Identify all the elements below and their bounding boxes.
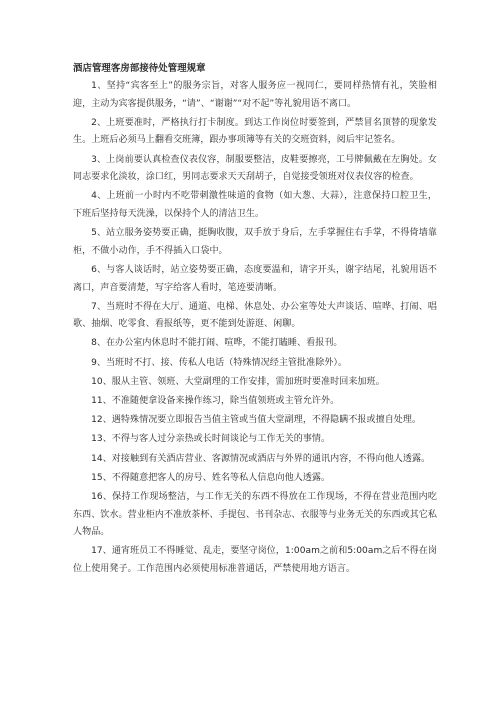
rule-item: 3、上岗前要认真检查仪表仪容，制服要整洁，皮鞋要擦亮，工号牌佩戴在左胸处。女同志要求化淡妆，涂口红，男同志要求天天刮胡子，自觉接受领班对仪表仪容的检查。	[73, 154, 437, 183]
rule-item: 6、与客人谈话时，站立姿势要正确，态度要温和，请字开头，谢字结尾，礼貌用语不离口，声音要清楚，写字给客人看时，笔迹要清晰。	[73, 264, 437, 293]
rule-item: 2、上班要准时，严格执行打卡制度。到达工作岗位时要签到，严禁冒名顶替的现象发生。上班后必须马上翻看交班簿，跟办事项簿等有关的交班资料，阅后牢记签名。	[73, 117, 437, 146]
rule-item: 10、服从主管、领班、大堂副理的工作安排，需加班时要准时回来加班。	[91, 376, 385, 387]
rule-item: 15、不得随意把客人的房号、姓名等私人信息向他人透露。	[91, 472, 331, 483]
rule-item: 8、在办公室内休息时不能打闹、喧哗，不能打瞌睡、看报刊。	[91, 338, 343, 349]
rule-item: 13、不得与客人过分亲热或长时间谈论与工作无关的事情。	[91, 434, 331, 445]
rule-item: 16、保持工作现场整洁，与工作无关的东西不得放在工作现场，不得在营业范围内吃东西、饮水。营业柜内不准放茶杯、手提包、书刊杂志、衣服等与业务无关的东西或其它私人物品。	[73, 491, 437, 538]
rule-item: 7、当班时不得在大厅、通道、电梯、休息处、办公室等处大声谈话、喧哗、打闹、唱歌、抽烟、吃零食、看报纸等，更不能到处游逛、闲聊。	[73, 301, 437, 330]
rule-item: 12、遇特殊情况要立即报告当值主管或当值大堂副理，不得隐瞒不报或擅自处理。	[91, 415, 422, 426]
rule-item: 5、站立服务姿势要正确，挺胸收腹，双手放于身后，左手掌握住右手掌，不得倚墙靠柜，不做小动作，手不得插入口袋中。	[73, 228, 437, 256]
document-title: 酒店管理客房部接待处管理规章	[73, 63, 206, 74]
document-page	[73, 62, 437, 580]
rule-item: 14、对接触到有关酒店营业、客源情况或酒店与外界的通讯内容，不得向他人透露。	[91, 453, 431, 464]
rule-item: 1、坚持“宾客至上”的服务宗旨，对客人服务应一视同仁，要同样热情有礼，笑脸相迎，主动为宾客提供服务，“请”、“谢谢”“对不起”等礼貌用语不离口。	[73, 81, 437, 109]
rule-item: 9、当班时不打、接、传私人电话（特殊情况经主管批准除外）。	[91, 357, 348, 368]
rule-item: 17、通宵班员工不得睡觉、乱走，要坚守岗位，1:00am之前和5:00am之后不得在岗位上使用凳子。工作范围内必须使用标准普通话，严禁使用地方语言。	[73, 546, 437, 574]
rule-item: 4、上班前一小时内不吃带刺激性味道的食物（如大葱、大蒜），注意保持口腔卫生，下班后坚持每天洗澡，以保持个人的清洁卫生。	[73, 191, 437, 219]
rule-item: 11、不准随便拿设备来操作练习，除当值领班或主管允许外。	[91, 396, 340, 407]
